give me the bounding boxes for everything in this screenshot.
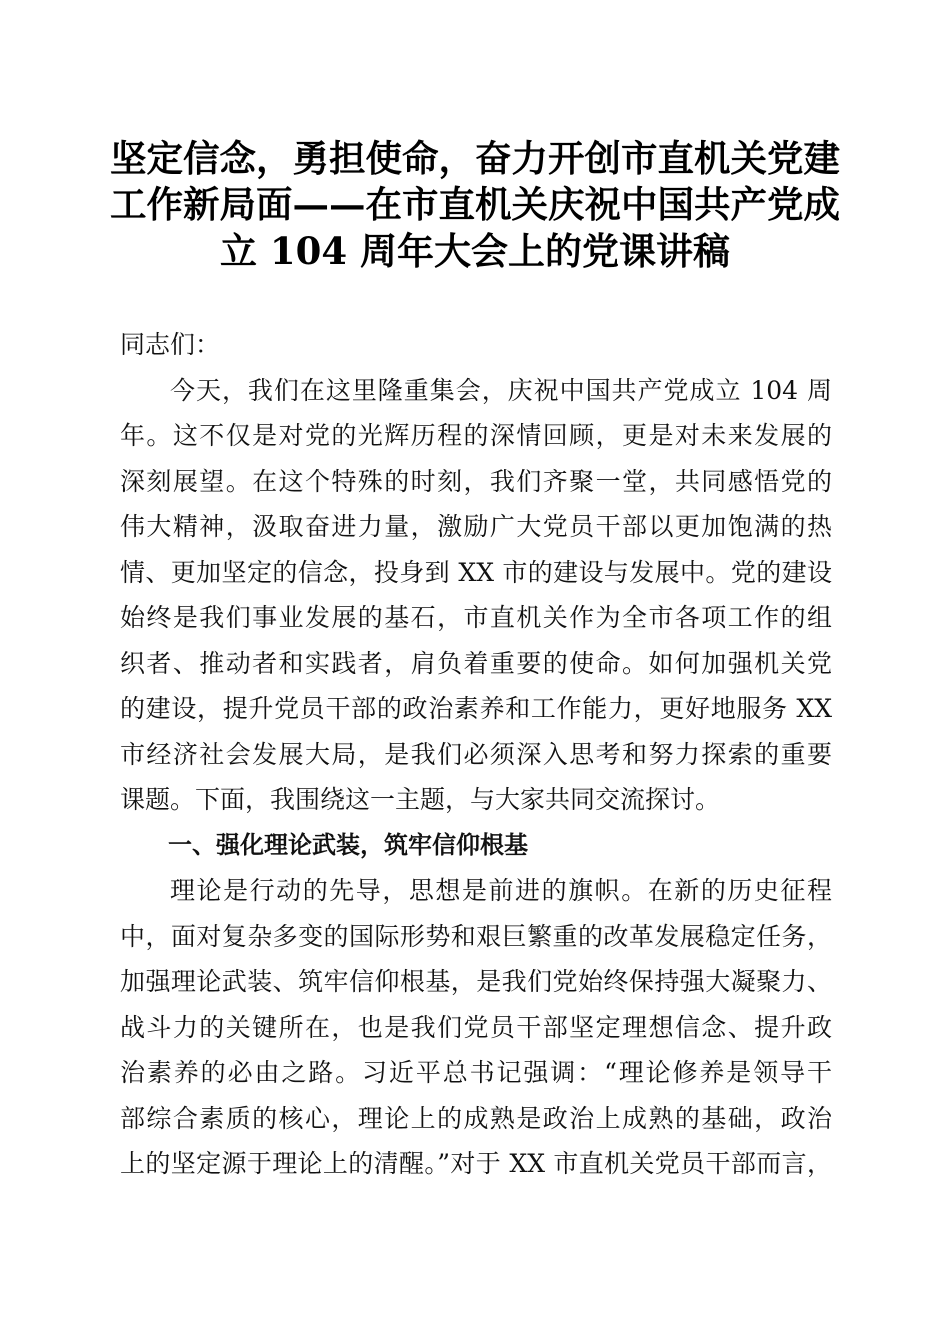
title-line: 坚定信念，勇担使命，奋力开创市直机关党建 (110, 137, 840, 180)
paragraph-line: 部综合素质的核心，理论上的成熟是政治上成熟的基础，政治 (120, 1103, 832, 1133)
paragraph-line: 今天，我们在这里隆重集会，庆祝中国共产党成立 104 周 (170, 375, 832, 405)
section-heading: 一、强化理论武装，筑牢信仰根基 (168, 830, 528, 859)
paragraph-line: 市经济社会发展大局，是我们必须深入思考和努力探索的重要 (120, 739, 832, 769)
paragraph-line: 的建设，提升党员干部的政治素养和工作能力，更好地服务 XX (120, 694, 832, 723)
paragraph-line: 治素养的必由之路。习近平总书记强调：“理论修养是领导干 (120, 1058, 832, 1087)
paragraph-line: 伟大精神，汲取奋进力量，激励广大党员干部以更加饱满的热 (120, 512, 832, 541)
paragraph-intro (120, 368, 832, 823)
paragraph-line: 织者、推动者和实践者，肩负着重要的使命。如何加强机关党 (120, 648, 832, 678)
paragraph-line: 中，面对复杂多变的国际形势和艰巨繁重的改革发展稳定任务， (120, 921, 832, 951)
document-body (120, 322, 832, 1187)
paragraph-line: 年。这不仅是对党的光辉历程的深情回顾，更是对未来发展的 (120, 421, 832, 450)
title-line: 立 104 周年大会上的党课讲稿 (220, 229, 730, 273)
paragraph-line: 战斗力的关键所在，也是我们党员干部坚定理想信念、提升政 (120, 1012, 832, 1042)
paragraph-line: 情、更加坚定的信念，投身到 XX 市的建设与发展中。党的建设 (120, 557, 832, 587)
paragraph-line: 加强理论武装、筑牢信仰根基，是我们党始终保持强大凝聚力、 (120, 967, 832, 996)
salutation: 同志们： (120, 330, 221, 359)
paragraph-line: 深刻展望。在这个特殊的时刻，我们齐聚一堂，共同感悟党的 (120, 466, 832, 496)
paragraph-line: 课题。下面，我围绕这一主题，与大家共同交流探讨。 (120, 785, 721, 814)
title-line: 工作新局面——在市直机关庆祝中国共产党成 (110, 183, 840, 226)
paragraph-line: 始终是我们事业发展的基石，市直机关作为全市各项工作的组 (120, 603, 832, 632)
paragraph-line: 上的坚定源于理论上的清醒。”对于 XX 市直机关党员干部而言， (120, 1149, 832, 1178)
paragraph-theory (120, 868, 832, 1187)
document-title (110, 136, 840, 274)
paragraph-line: 理论是行动的先导，思想是前进的旗帜。在新的历史征程 (170, 876, 832, 905)
